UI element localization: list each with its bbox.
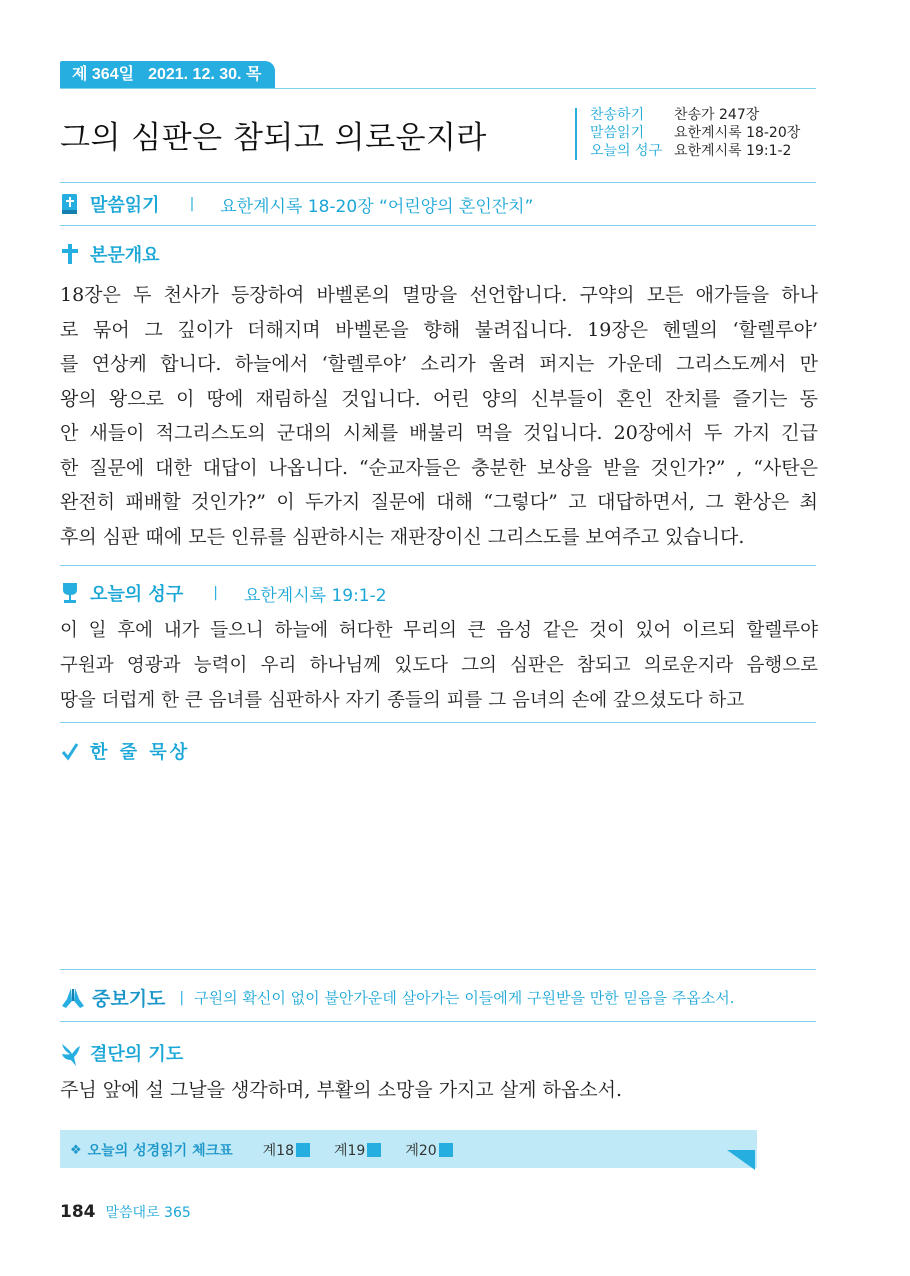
meditation-header xyxy=(60,738,190,764)
page-title: 그의 심판은 참되고 의로운지라 xyxy=(60,120,487,156)
checklist-item-18[interactable] xyxy=(263,1140,310,1160)
resolution-header xyxy=(60,1040,183,1066)
intercession-header xyxy=(60,984,735,1011)
resolution-line: 주님 앞에 설 그날을 생각하며, 부활의 소망을 가지고 살게 하옵소서. xyxy=(60,1079,622,1101)
book-title: 말씀대로 365 xyxy=(105,1205,191,1221)
overview-title: 본문개요 xyxy=(90,245,160,266)
overview-line: 안 새들이 적그리스도의 군대의 시체를 배불리 먹을 것입니다. 20장에서 두 가지 긴급 xyxy=(60,422,818,444)
day-number: 제 364일 xyxy=(72,66,135,83)
info-value: 찬송가 247장 xyxy=(674,107,760,123)
intercession-title: 중보기도 xyxy=(92,988,166,1010)
checkbox[interactable] xyxy=(296,1143,310,1157)
daily-info xyxy=(590,106,800,160)
overview-text xyxy=(60,278,818,554)
overview-line: 왕의 왕으로 이 땅에 재림하실 것입니다. 어린 양의 신부들이 혼인 잔치를 즐기는 동 xyxy=(60,387,818,410)
verse-text xyxy=(60,613,818,718)
divider xyxy=(60,722,816,723)
separator: | xyxy=(189,196,195,212)
overview-line: 완전히 패배할 것인가?” 이 두가지 질문에 대해 “그렇다” 고 대답하면서, 그 환상은 최 xyxy=(60,491,818,513)
divider xyxy=(60,225,816,226)
info-label: 찬송하기 xyxy=(590,107,645,123)
checklist-label: 계19 xyxy=(334,1143,366,1159)
checklist-item-19[interactable] xyxy=(334,1140,381,1160)
verse-reference: 요한계시록 19:1-2 xyxy=(243,585,387,606)
verse-title: 오늘의 성구 xyxy=(90,584,184,605)
separator: | xyxy=(179,989,185,1006)
checklist-label: 계18 xyxy=(262,1143,294,1159)
check-icon xyxy=(60,740,80,762)
divider xyxy=(60,969,816,970)
divider xyxy=(60,565,816,566)
page-number: 184 xyxy=(60,1202,96,1222)
checkbox[interactable] xyxy=(439,1143,453,1157)
reading-title: 말씀읽기 xyxy=(90,195,160,216)
checklist-row xyxy=(70,1140,477,1160)
cross-icon xyxy=(60,243,80,265)
overview-line: 18장은 두 천사가 등장하여 바벨론의 멸망을 선언합니다. 구약의 모든 애가들을 하나 xyxy=(60,284,818,306)
meditation-title: 한 줄 묵상 xyxy=(90,742,191,763)
info-label: 오늘의 성구 xyxy=(590,143,663,159)
verse-line: 구원과 영광과 능력이 우리 하나님께 있도다 그의 심판은 참되고 의로운지라 음행으로 xyxy=(60,655,818,676)
checklist-label: 계20 xyxy=(405,1143,437,1159)
resolution-title: 결단의 기도 xyxy=(90,1044,184,1065)
reading-subtitle: 요한계시록 18-20장 “어린양의 혼인잔치” xyxy=(220,196,534,217)
checklist-title: 오늘의 성경읽기 체크표 xyxy=(87,1143,233,1159)
info-value: 요한계시록 19:1-2 xyxy=(674,143,792,159)
info-row-hymn xyxy=(590,106,800,124)
verse-line: 이 일 후에 내가 들으니 하늘에 허다한 무리의 큰 음성 같은 것이 있어 이르되 할렐루야 xyxy=(60,620,818,641)
separator: | xyxy=(213,585,218,601)
divider xyxy=(60,182,816,183)
overview-line: 를 연상케 합니다. 하늘에서 ‘할렐루야’ 소리가 울려 퍼지는 가운데 그리스도께서 만 xyxy=(60,353,818,375)
bible-icon xyxy=(60,193,80,215)
date-badge xyxy=(60,61,275,88)
checkbox[interactable] xyxy=(367,1143,381,1157)
info-row-reading xyxy=(590,124,800,142)
page-footer xyxy=(60,1202,191,1222)
page-fold xyxy=(727,1150,755,1170)
info-row-verse xyxy=(590,142,800,160)
dove-icon xyxy=(60,1042,82,1064)
info-label: 말씀읽기 xyxy=(590,125,645,141)
divider xyxy=(60,1021,816,1022)
verse-header xyxy=(60,580,387,606)
overview-header xyxy=(60,241,160,267)
overview-line: 한 질문에 대한 대답이 나옵니다. “순교자들은 충분한 보상을 받을 것인가?” , “사탄은 xyxy=(60,456,818,479)
praying-hands-icon xyxy=(60,987,86,1009)
cup-icon xyxy=(60,582,80,604)
resolution-text xyxy=(60,1073,818,1107)
reading-header xyxy=(60,191,533,217)
header-divider xyxy=(60,88,816,89)
diamond-bullet-icon: ❖ xyxy=(70,1142,82,1158)
info-value: 요한계시록 18-20장 xyxy=(674,125,801,141)
verse-line: 땅을 더럽게 한 큰 음녀를 심판하사 자기 종들의 피를 그 음녀의 손에 갚으셨도다 하고 xyxy=(60,690,745,711)
intercession-text: 구원의 확신이 없이 불안가운데 살아가는 이들에게 구원받을 만한 믿음을 주옵소서. xyxy=(194,989,735,1007)
checklist-item-20[interactable] xyxy=(405,1140,452,1160)
overview-line: 로 묶어 그 깊이가 더해지며 바벨론을 향해 불려집니다. 19장은 헨델의 ‘할렐루야’ xyxy=(60,318,818,341)
info-divider xyxy=(575,108,577,160)
overview-line: 후의 심판 때에 모든 인류를 심판하시는 재판장이신 그리스도를 보여주고 있습니다. xyxy=(60,525,745,548)
date-label: 2021. 12. 30. 목 xyxy=(148,66,262,83)
